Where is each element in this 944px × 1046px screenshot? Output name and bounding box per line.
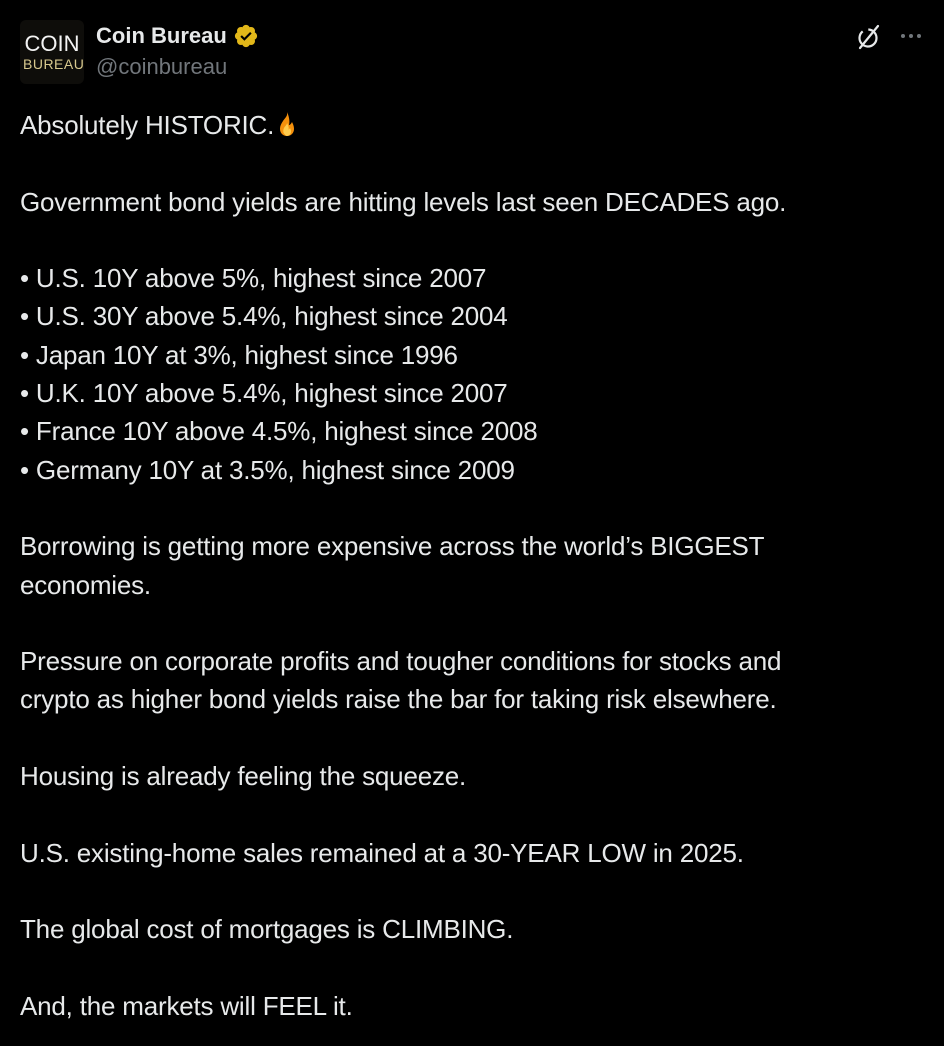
avatar[interactable] <box>20 20 84 84</box>
grok-icon[interactable] <box>854 22 884 52</box>
post-bullet: • U.S. 10Y above 5%, highest since 2007 <box>20 263 487 294</box>
post-home-sales: U.S. existing-home sales remained at a 30-YEAR LOW in 2025. <box>20 837 744 868</box>
post-bullet: • U.K. 10Y above 5.4%, highest since 2007 <box>20 378 508 409</box>
post-bullet: • Japan 10Y at 3%, highest since 1996 <box>20 339 458 370</box>
gold-verified-badge-icon[interactable] <box>233 23 259 49</box>
post-borrowing-line: Borrowing is getting more expensive across the world’s BIGGEST <box>20 531 765 562</box>
post-body <box>20 106 924 1025</box>
author-display-name[interactable]: Coin Bureau <box>96 23 227 48</box>
post-mortgages: The global cost of mortgages is CLIMBING. <box>20 914 514 945</box>
post-intro: Government bond yields are hitting levels last seen DECADES ago. <box>20 186 787 217</box>
post-pressure-line: crypto as higher bond yields raise the bar for taking risk elsewhere. <box>20 684 777 715</box>
author-handle[interactable]: @coinbureau <box>96 54 228 79</box>
post-bullet: • U.S. 30Y above 5.4%, highest since 2004 <box>20 301 508 332</box>
author-name-row <box>96 22 259 50</box>
post-closing: And, the markets will FEEL it. <box>20 990 353 1021</box>
post-bullet: • Germany 10Y at 3.5%, highest since 2009 <box>20 454 515 485</box>
post-housing: Housing is already feeling the squeeze. <box>20 761 467 792</box>
post-borrowing-line: economies. <box>20 569 151 600</box>
post-headline-line <box>20 106 924 144</box>
more-horizontal-icon[interactable] <box>896 22 926 52</box>
post-bullet: • France 10Y above 4.5%, highest since 2008 <box>20 416 538 447</box>
avatar-logo-text-top: COIN <box>24 31 80 56</box>
post-headline: Absolutely HISTORIC. <box>20 110 275 140</box>
avatar-logo-text-bottom: BUREAU <box>23 56 84 72</box>
fire-emoji-icon <box>275 111 299 137</box>
post-pressure-line: Pressure on corporate profits and tougher conditions for stocks and <box>20 646 782 677</box>
